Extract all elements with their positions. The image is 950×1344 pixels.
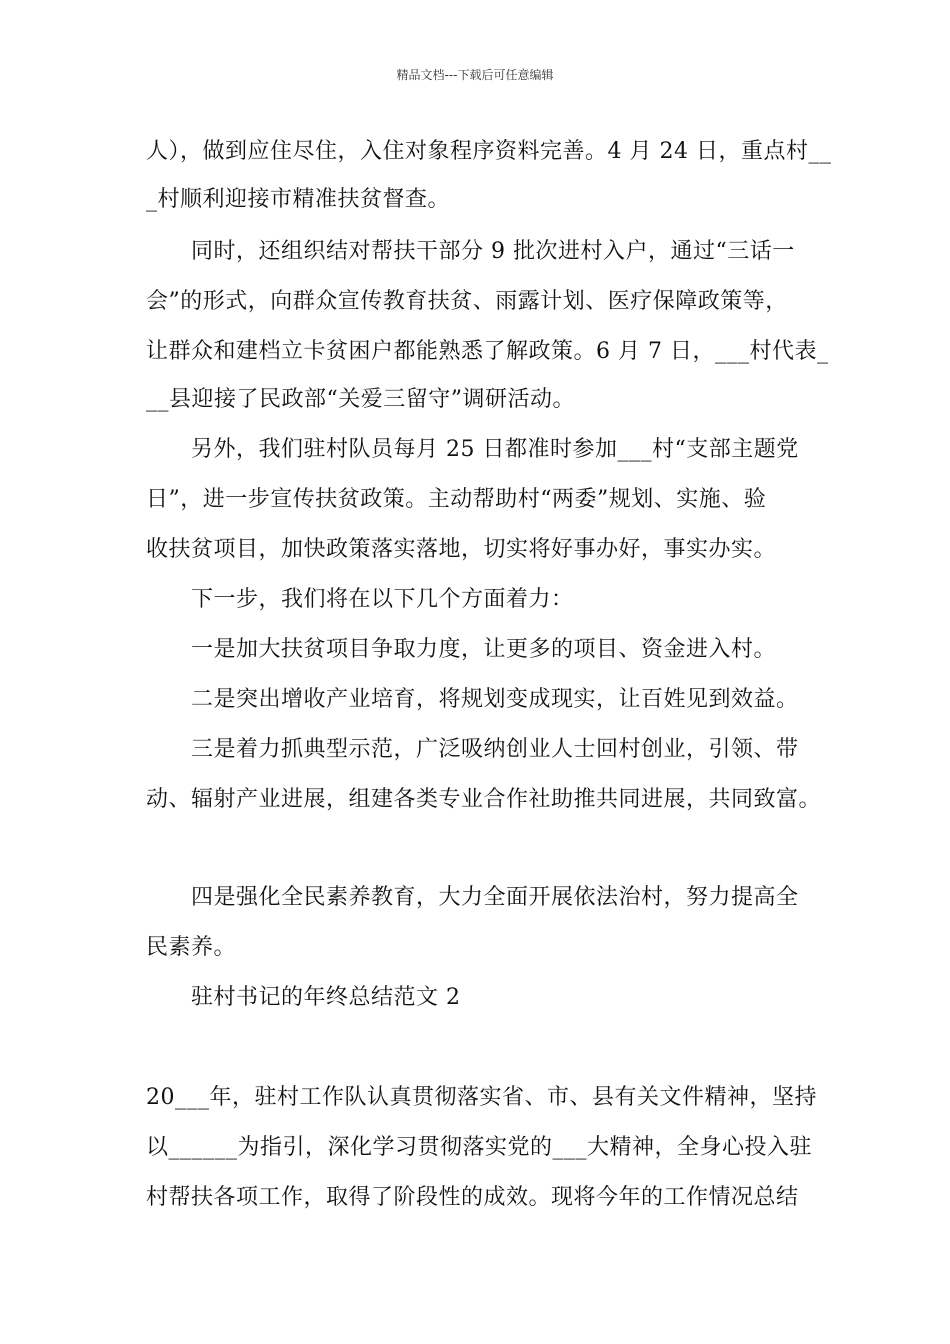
text-line: 另外，我们驻村队员每月 25 日都准时参加___村“支部主题党 <box>191 437 799 462</box>
text-line: 四是强化全民素养教育，大力全面开展依法治村，努力提高全 <box>191 885 799 910</box>
text-line: 收扶贫项目，加快政策落实落地，切实将好事办好，事实办实。 <box>146 537 777 562</box>
text-line: 人），做到应住尽住，入住对象程序资料完善。4 月 24 日，重点村__ <box>146 139 832 164</box>
text-line: 村帮扶各项工作，取得了阶段性的成效。现将今年的工作情况总结 <box>146 1185 799 1210</box>
text-line: 民素养。 <box>146 935 237 960</box>
page-header: 精品文档---下载后可任意编辑 <box>396 68 554 82</box>
text-line: 动、辐射产业进展，组建各类专业合作社助推共同进展，共同致富。 <box>146 787 822 812</box>
text-line: 二是突出增收产业培育，将规划变成现实，让百姓见到效益。 <box>191 687 799 712</box>
text-line: 三是着力抓典型示范，广泛吸纳创业人士回村创业，引领、带 <box>191 737 799 762</box>
text-line: 让群众和建档立卡贫困户都能熟悉了解政策。6 月 7 日，___村代表_ <box>146 339 829 364</box>
text-line: 日”，进一步宣传扶贫政策。主动帮助村“两委”规划、实施、验 <box>146 487 767 512</box>
text-line: 20___年，驻村工作队认真贯彻落实省、市、县有关文件精神，坚持 <box>146 1085 817 1110</box>
text-line: 一是加大扶贫项目争取力度，让更多的项目、资金进入村。 <box>191 637 777 662</box>
text-line: 同时，还组织结对帮扶干部分 9 批次进村入户，通过“三话一 <box>191 239 795 264</box>
text-line: 下一步，我们将在以下几个方面着力： <box>191 587 574 612</box>
text-line: 以______为指引，深化学习贯彻落实党的___大精神，全身心投入驻 <box>146 1135 813 1160</box>
text-line: __县迎接了民政部“关爱三留守”调研活动。 <box>146 387 575 412</box>
text-line: _村顺利迎接市精准扶贫督查。 <box>146 187 451 212</box>
section-title: 驻村书记的年终总结范文 2 <box>191 985 461 1010</box>
text-line: 会”的形式，向群众宣传教育扶贫、雨露计划、医疗保障政策等， <box>146 289 788 314</box>
